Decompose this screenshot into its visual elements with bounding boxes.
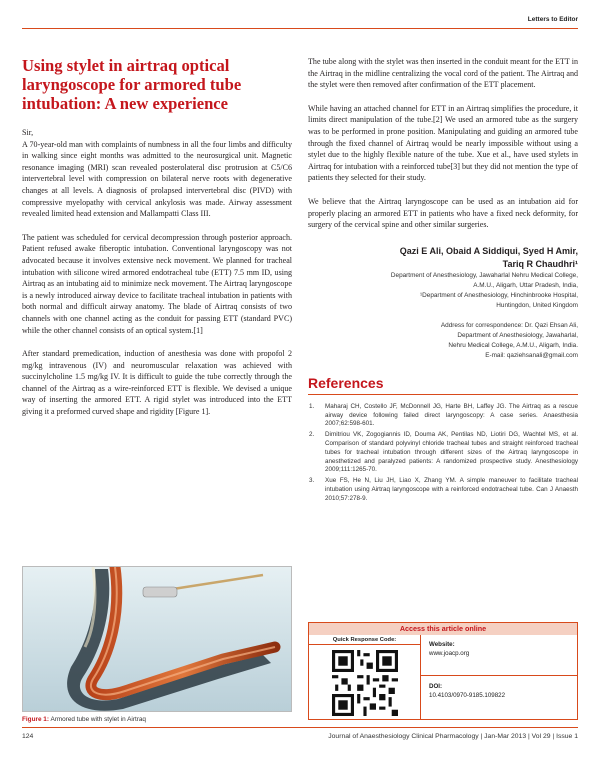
page-number: 124 [22,733,34,740]
header-rule [22,28,578,29]
reference-item [308,477,578,503]
access-info [429,641,469,658]
doi-label: DOI: [429,683,443,690]
figure-1-image [22,566,292,712]
left-column [22,56,292,430]
figure-caption-label: Figure 1: [22,716,49,723]
paragraph-right-2: While having an attached channel for ETT in an Airtraq simplifies the procedure, it limits direct manipulation of the tube.[2] We used an armored tube as the surgery was to be performed in prone position. Manipulating and guiding an armored tube through the fixed channel of Airtraq would be nearly impossible without using a stylet due to the highly flexible nature of the tube. Xue et al., have used stylets in Airtraq for intubation with a reinforced tube[3] but they did not mention the type of patients they selected for their study. [308,103,578,183]
figure-caption [22,716,146,723]
correspondence-line: Address for correspondence: Dr. Qazi Ehsan Ali, [440,321,578,329]
correspondence-email[interactable]: E-mail: qaziehsanali@gmail.com [485,351,578,359]
affiliation-line: Huntingdon, United Kingdom [496,301,578,309]
paragraph-left-3: After standard premedication, induction of anesthesia was done with propofol 2 mg/kg intravenous (IV) and neuromuscular relaxation was achieved with succinylcholine 1.5 mg/kg IV. It is difficult to guide the tube correctly through the channel of the Airtraq as a wire-reinforced ETT is flexible. We devised a unique way of inserting the armored ETT. A rigid stylet was introduced into the ETT giving it a preformed curved shape and rigidity [Figure 1]. [22,349,292,417]
affiliation-line: ¹Department of Anesthesiology, Hinchinbrooke Hospital, [420,291,578,299]
footer-rule [22,727,578,728]
affiliations [308,271,578,311]
reference-text: Maharaj CH, Costello JF, McDonnell JG, Harte BH, Laffey JG. The Airtraq as a rescue airway device following failed direct laryngoscopy: A case series. Anaesthesia 2007;62:598-601. [325,402,578,428]
references-heading: References [308,374,384,391]
reference-text: Dimitriou VK, Zogogiannis ID, Douma AK, Pentilas ND, Liotiri DG, Wachtel MS, et al. Comparison of standard polyvinyl chloride tracheal tubes and straight reinforced tracheal tubes for tracheal intubation through different sizes of the Airtraq laryngoscope in anesthetized and paralyzed patients: A randomized prospective study. Anesthesiology 2009;111:1265-70. [325,431,578,474]
reference-number: 1. [309,402,315,410]
access-online-box [308,622,578,720]
qr-column [309,635,421,719]
paragraph-right-3: We believe that the Airtraq laryngoscope can be used as an intubation aid for properly placing an armored ETT in patients who have a fixed neck deformity, for surgery of the cervical spine and other similar surgeries. [308,196,578,230]
qr-label: Quick Response Code: [309,635,420,645]
access-divider [421,675,577,676]
references-rule [308,394,578,395]
airtraq-figure-graphic [23,567,291,711]
references-list [308,403,578,504]
doi-info [429,683,505,700]
author-names-line-2: Tariq R Chaudhri¹ [502,258,578,269]
right-column [308,56,578,505]
paragraph-left-2: The patient was scheduled for cervical decompression through posterior approach. Patient refused awake fiberoptic intubation. Conventional laryngoscopy was not advocated because it involves extensive neck movement. We planned for tracheal intubation with silicone wired armored endotracheal tube (ETT) 7.5 mm ID, using Airtraq as an intubating aid to minimize neck movement. The Airtraq laryngoscope is a newly introduced airway device to facilitate tracheal intubation in patients with both normal and difficult airway anatomy. The blade of Airtraq consists of two channels with one channel acting as the conduit for passing ETT (standard PVC) while the other channel consists of an optical system.[1] [22,232,292,335]
correspondence-address [308,321,578,361]
qr-code-icon[interactable] [332,650,398,716]
doi-value[interactable]: 10.4103/0970-9185.109822 [429,691,506,699]
reference-text: Xue FS, He N, Liu JH, Liao X, Zhang YM. A simple maneuver to facilitate tracheal intubation using Airtraq laryngoscope with a reinforced endotracheal tube. Can J Anaesth 2010;57:278-9. [325,477,578,502]
reference-number: 3. [309,477,315,485]
journal-footer: Journal of Anaesthesiology Clinical Pharmacology | Jan-Mar 2013 | Vol 29 | Issue 1 [328,733,578,740]
website-link[interactable]: www.joacp.org [429,649,470,657]
affiliation-line: A.M.U., Aligarh, Uttar Pradesh, India, [473,281,578,289]
correspondence-line: Nehru Medical College, A.M.U., Aligarh, India. [448,341,578,349]
salutation: Sir, [22,128,34,137]
article-title: Using stylet in airtraq optical laryngoscope for armored tube intubation: A new experience [22,56,242,113]
figure-caption-text: Armored tube with stylet in Airtraq [50,716,146,723]
paragraph-left-1: A 70-year-old man with complaints of numbness in all the four limbs and difficulty in walking since eight months was admitted to the neurosurgical unit. Magnetic resonance imaging (MRI) scan revealed posterolateral disc protrusion at C5/C6 intervertebral level with compression on bilateral nerve roots with degenerative changes at all levels. A diagnosis of prolapsed intervertebral disc (PIVD) with compressive myelopathy with cervical ankylosis was made. Airway assessment revealed limited head extension and Mallampatti Class III. [22,139,292,219]
correspondence-line: Department of Anesthesiology, Jawaharlal, [457,331,578,339]
access-heading: Access this article online [309,623,577,635]
author-list [308,245,578,271]
affiliation-line: Department of Anesthesiology, Jawaharlal Nehru Medical College, [390,271,578,279]
section-label: Letters to Editor [527,16,578,23]
website-label: Website: [429,641,455,648]
reference-item [308,403,578,429]
author-names-line-1: Qazi E Ali, Obaid A Siddiqui, Syed H Amir, [399,245,578,256]
reference-number: 2. [309,431,315,439]
paragraph-right-1: The tube along with the stylet was then inserted in the conduit meant for the ETT in the Airtraq in the midline centralizing the vocal cord of the patient. The Airtraq and the stylet were then removed after confirmation of the ETT placement. [308,57,578,90]
reference-item [308,431,578,475]
